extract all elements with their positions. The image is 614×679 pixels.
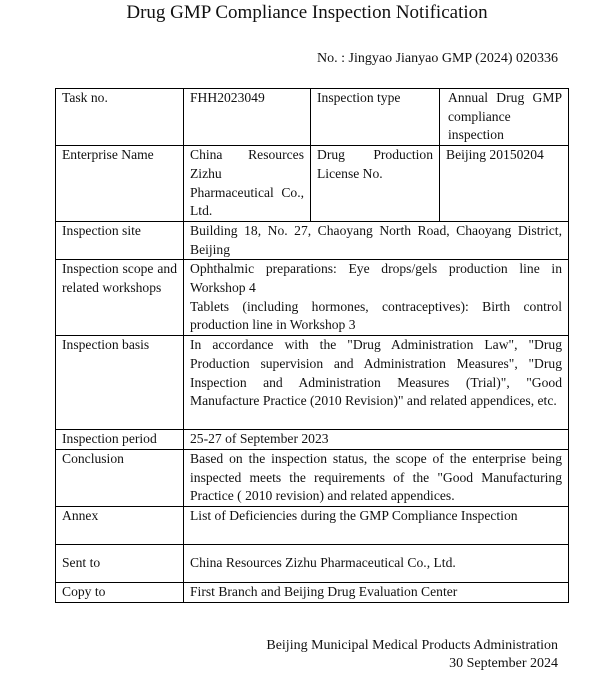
basis-value: In accordance with the "Drug Administration Law", "Drug Production supervision and Administration Measures", "Drug Inspection and Administration Measures (Trial)", "Good Manufacture Practice (2010 Revision)" and related appendices, etc. (184, 336, 569, 430)
copy-to-label: Copy to (56, 582, 184, 602)
sent-to-value: China Resources Zizhu Pharmaceutical Co., Ltd. (184, 544, 569, 582)
inspection-type-label: Inspection type (311, 89, 440, 146)
table-row (56, 89, 569, 146)
scope-line-2: Tablets (including hormones, contraceptives): Birth control production line in Workshop 3 (190, 298, 562, 333)
period-value: 25-27 of September 2023 (184, 430, 569, 450)
task-no-value: FHH2023049 (184, 89, 311, 146)
document-number: No. : Jingyao Jianyao GMP (2024) 020336 (317, 51, 558, 66)
table-row (56, 544, 569, 582)
table-row (56, 582, 569, 602)
enterprise-name-value: China Resources Zizhu Pharmaceutical Co., Ltd. (184, 146, 311, 222)
document-title: Drug GMP Compliance Inspection Notification (126, 2, 488, 23)
license-value: Beijing 20150204 (440, 146, 569, 222)
table-row (56, 260, 569, 336)
table-row (56, 449, 569, 506)
table-row (56, 221, 569, 259)
issue-date: 30 September 2024 (449, 656, 558, 671)
inspection-type-value: Annual Drug GMP compliance inspection (440, 89, 569, 146)
scope-label: Inspection scope and related workshops (56, 260, 184, 336)
sent-to-label: Sent to (56, 544, 184, 582)
table-row (56, 336, 569, 430)
task-no-label: Task no. (56, 89, 184, 146)
table-row (56, 146, 569, 222)
conclusion-value: Based on the inspection status, the scope of the enterprise being inspected meets the requirements of the "Good Manufacturing Practice ( 2010 revision) and related appendices. (184, 449, 569, 506)
site-value: Building 18, No. 27, Chaoyang North Road, Chaoyang District, Beijing (184, 221, 569, 259)
scope-line-1: Ophthalmic preparations: Eye drops/gels production line in Workshop 4 (190, 261, 562, 296)
inspection-table (55, 88, 569, 603)
conclusion-label: Conclusion (56, 449, 184, 506)
site-label: Inspection site (56, 221, 184, 259)
license-label: Drug Production License No. (311, 146, 440, 222)
table-row (56, 430, 569, 450)
issuer-name: Beijing Municipal Medical Products Administration (266, 638, 558, 653)
period-label: Inspection period (56, 430, 184, 450)
scope-value (184, 260, 569, 336)
annex-value: List of Deficiencies during the GMP Compliance Inspection (184, 506, 569, 544)
annex-label: Annex (56, 506, 184, 544)
table-row (56, 506, 569, 544)
enterprise-name-label: Enterprise Name (56, 146, 184, 222)
copy-to-value: First Branch and Beijing Drug Evaluation Center (184, 582, 569, 602)
basis-label: Inspection basis (56, 336, 184, 430)
